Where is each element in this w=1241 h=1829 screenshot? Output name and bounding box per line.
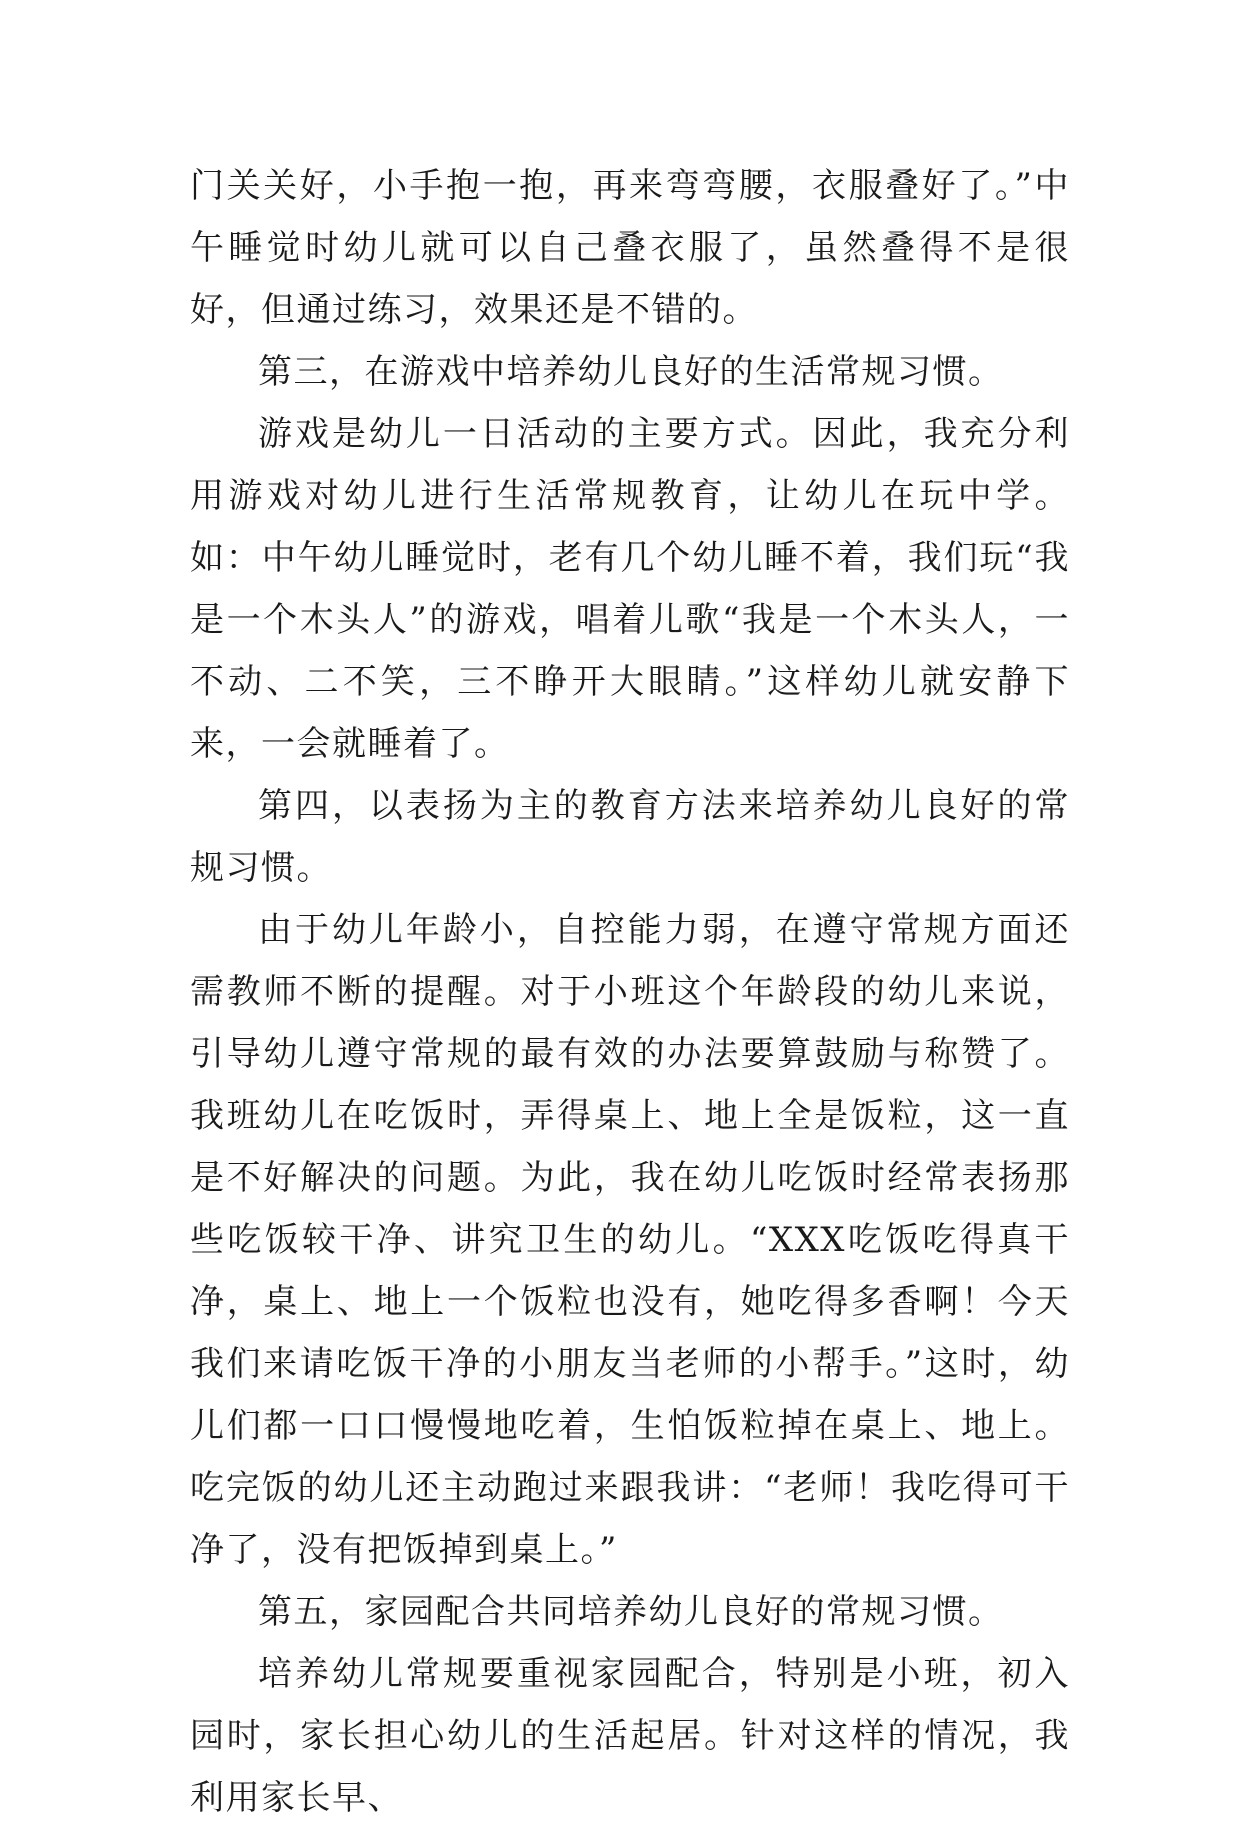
- paragraph-home-school: 培养幼儿常规要重视家园配合，特别是小班，初入园时，家长担心幼儿的生活起居。针对这样的情况，我利用家长早、: [190, 1654, 1070, 1818]
- paragraph-continuation: 门关关好，小手抱一抱，再来弯弯腰，衣服叠好了。”中午睡觉时幼儿就可以自己叠衣服了，虽然叠得不是很好，但通过练习，效果还是不错的。: [190, 166, 1070, 330]
- paragraph-praise-method: 由于幼儿年龄小，自控能力弱，在遵守常规方面还需教师不断的提醒。对于小班这个年龄段的幼儿来说，引导幼儿遵守常规的最有效的办法要算鼓励与称赞了。我班幼儿在吃饭时，弄得桌上、地上全是饭粒，这一直是不好解决的问题。为此，我在幼儿吃饭时经常表扬那些吃饭较干净、讲究卫生的幼儿。“XXX吃饭吃得真干净，桌上、地上一个饭粒也没有，她吃得多香啊！今天我们来请吃饭干净的小朋友当老师的小帮手。”这时，幼儿们都一口口慢慢地吃着，生怕饭粒掉在桌上、地上。吃完饭的幼儿还主动跑过来跟我讲：“老师！我吃得可干净了，没有把饭掉到桌上。”: [190, 910, 1070, 1570]
- paragraph-game-education: 游戏是幼儿一日活动的主要方式。因此，我充分利用游戏对幼儿进行生活常规教育，让幼儿在玩中学。如：中午幼儿睡觉时，老有几个幼儿睡不着，我们玩“我是一个木头人”的游戏，唱着儿歌“我是一个木头人，一不动、二不笑，三不睁开大眼睛。”这样幼儿就安静下来，一会就睡着了。: [190, 414, 1070, 764]
- paragraph-heading-third: 第三，在游戏中培养幼儿良好的生活常规习惯。: [258, 352, 1004, 392]
- document-body: [190, 155, 1070, 1829]
- paragraph-heading-fifth: 第五，家园配合共同培养幼儿良好的常规习惯。: [258, 1592, 1004, 1632]
- paragraph-heading-fourth: 第四，以表扬为主的教育方法来培养幼儿良好的常规习惯。: [190, 786, 1070, 888]
